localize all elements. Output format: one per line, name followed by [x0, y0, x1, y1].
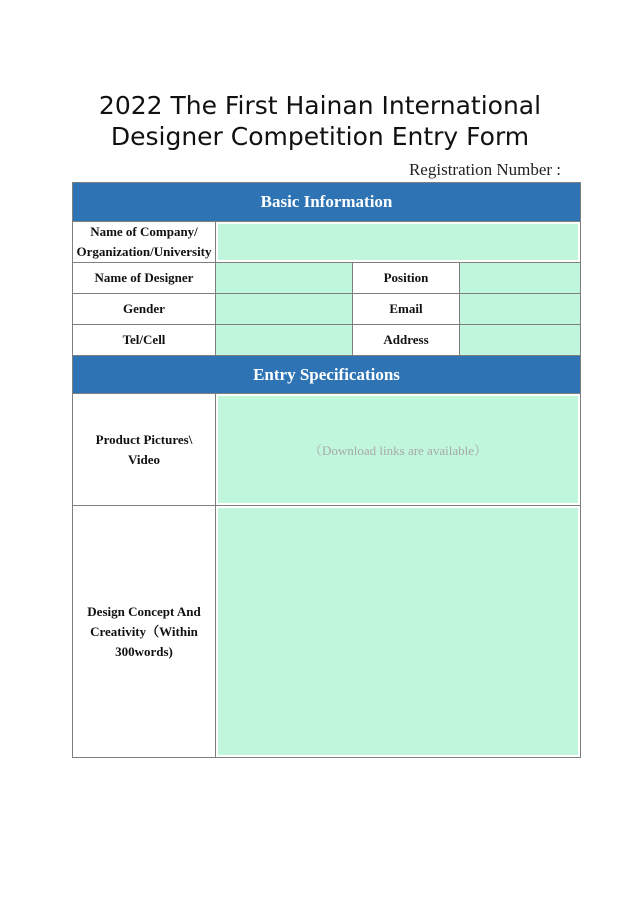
form-title-line-1: 2022 The First Hainan International — [98, 91, 542, 120]
address-input[interactable] — [460, 325, 581, 356]
entry-specifications-header: Entry Specifications — [73, 356, 581, 394]
position-input[interactable] — [460, 263, 581, 294]
designer-name-label: Name of Designer — [73, 263, 216, 294]
company-label-line-2: Organization/University — [76, 244, 212, 259]
email-label: Email — [353, 294, 460, 325]
design-concept-label — [73, 506, 216, 758]
position-label: Position — [353, 263, 460, 294]
email-input[interactable] — [460, 294, 581, 325]
design-concept-label-line-1: Design Concept And — [87, 603, 201, 619]
form-title — [0, 90, 640, 152]
product-pictures-label-line-2: Video — [127, 451, 161, 467]
product-pictures-input[interactable] — [216, 394, 581, 506]
registration-number-label: Registration Number : — [408, 160, 561, 179]
gender-input[interactable] — [216, 294, 353, 325]
download-links-hint: （Download links are available） — [309, 443, 487, 458]
company-label-line-1: Name of Company/ — [90, 224, 198, 239]
designer-name-input[interactable] — [216, 263, 353, 294]
product-pictures-label-line-1: Product Pictures\ — [95, 431, 193, 447]
gender-label: Gender — [73, 294, 216, 325]
tel-label: Tel/Cell — [73, 325, 216, 356]
company-input[interactable] — [216, 222, 581, 263]
tel-input[interactable] — [216, 325, 353, 356]
product-pictures-label — [73, 394, 216, 506]
address-label: Address — [353, 325, 460, 356]
entry-form-table — [72, 182, 581, 758]
design-concept-input[interactable] — [216, 506, 581, 758]
design-concept-label-line-3: 300words) — [115, 643, 173, 659]
company-label — [73, 222, 216, 263]
basic-information-header: Basic Information — [73, 183, 581, 222]
design-concept-label-line-2: Creativity（Within — [90, 623, 198, 639]
form-title-line-2: Designer Competition Entry Form — [110, 122, 530, 151]
